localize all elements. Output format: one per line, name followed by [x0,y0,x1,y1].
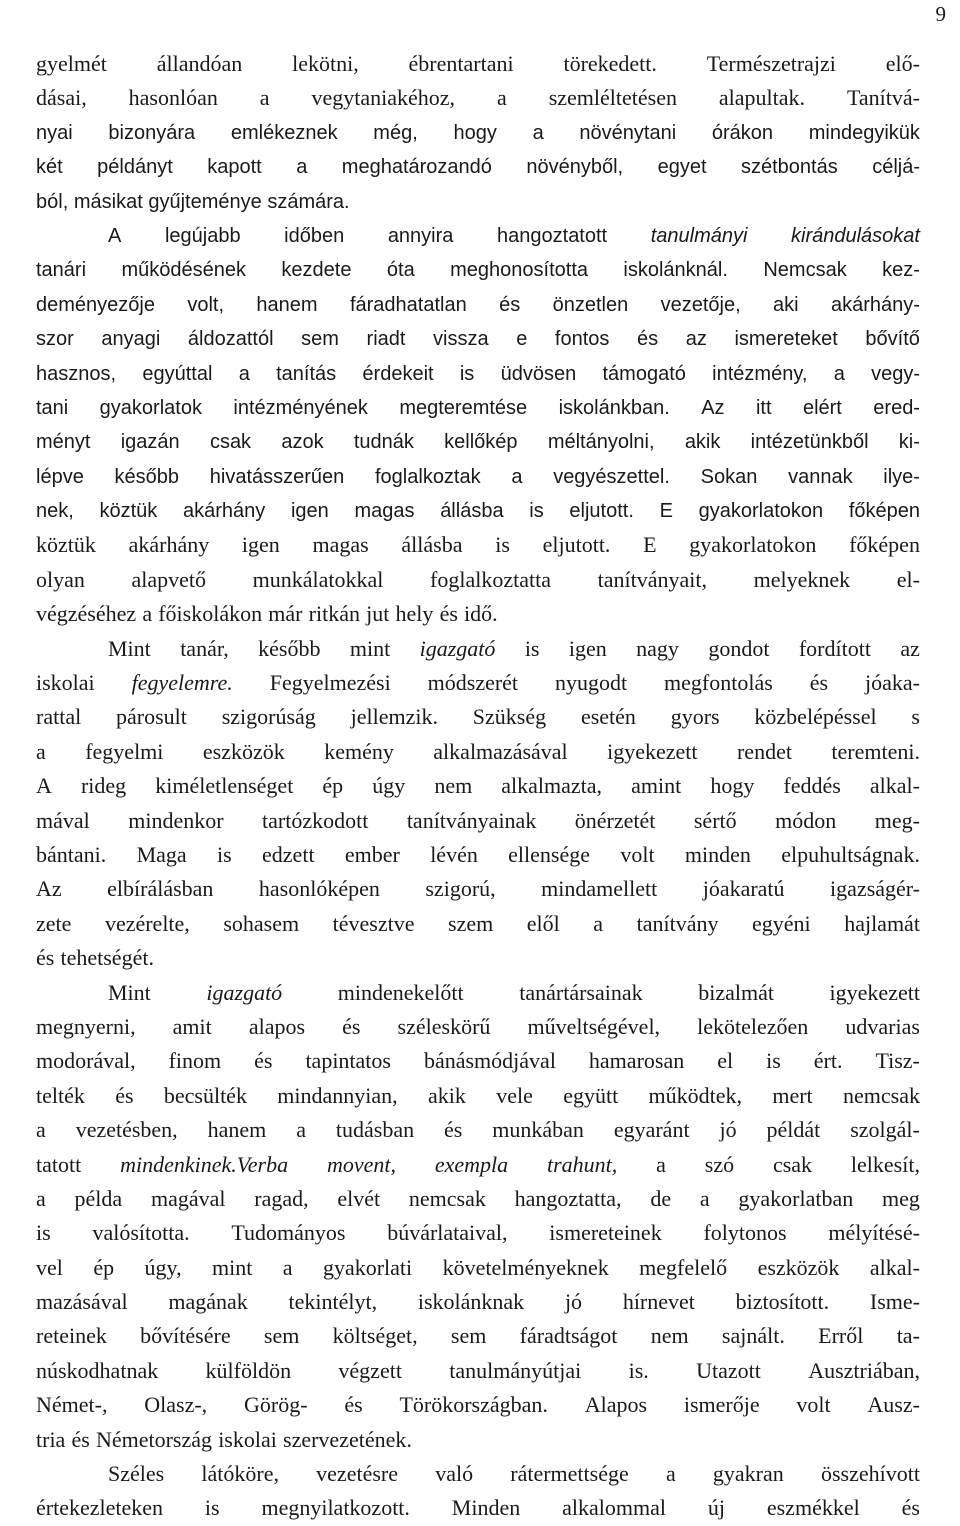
text-line: és tehetségét. [36,945,154,971]
text-line: núskodhatnak külföldön végzett tanulmányútjai is. Utazott Ausztriában, [36,1357,920,1383]
text-line: ményt igazán csak azok tudnák kellőkép méltányolni, akik intézetünkből ki- [36,431,920,454]
text-line: hasznos, egyúttal a tanítás érdekeit is üdvösen támogató intézmény, a vegy- [36,362,920,385]
text-line: nek, köztük akárhány igen magas állásba is eljutott. E gyakorlatokon főképen [36,500,920,523]
text-line: nyai bizonyára emlékeznek még, hogy a növénytani órákon mindegyikük [36,121,920,144]
page-number: 9 [935,2,946,26]
text-line: iskolai fegyelemre. Fegyelmezési módszerét nyugodt megfontolás és jóaka- [36,670,920,696]
text-line: szor anyagi áldozattól sem riadt vissza e fontos és az ismereteket bővítő [36,328,920,351]
text-line: ból, másikat gyűjteménye számára. [36,190,350,213]
text-line: dásai, hasonlóan a vegytaniakéhoz, a szemléltetésen alapultak. Tanítvá- [36,85,920,111]
text-line: megnyerni, amit alapos és széleskörű műveltségével, lekötelezően udvarias [36,1013,920,1039]
text-line: gyelmét állandóan lekötni, ébrentartani törekedett. Természetrajzi elő- [36,51,920,76]
text-line: a fegyelmi eszközök kemény alkalmazásával igyekezett rendet teremteni. [36,738,920,764]
text-line: Az elbírálásban hasonlóképen szigorú, mindamellett jóakaratú igazságér- [36,876,920,902]
text-line: zete vezérelte, sohasem tévesztve szem elől a tanítvány egyéni hajlamát [36,910,920,936]
text-line: mazásával magának tekintélyt, iskolánknak jó hírnevet biztosított. Isme- [36,1289,920,1315]
text-line: értekezleteken is megnyilatkozott. Minden alkalommal új eszmékkel és [36,1495,920,1521]
text-line: a példa magával ragad, elvét nemcsak hangoztatta, de a gyakorlatban meg [36,1185,920,1211]
body-text [36,47,920,1526]
text-line: végzéséhez a főiskolákon már ritkán jut hely és idő. [36,601,498,627]
text-line: Mint igazgató mindenekelőtt tanártársainak bizalmát igyekezett [108,979,920,1005]
text-line: két példányt kapott a meghatározandó növényből, egyet szétbontás céljá- [36,156,920,179]
text-line: a vezetésben, hanem a tudásban és munkában egyaránt jó példát szolgál- [36,1117,920,1143]
text-line: olyan alapvető munkálatokkal foglalkoztatta tanítványait, melyeknek el- [36,566,920,592]
text-line: köztük akárhány igen magas állásba is eljutott. E gyakorlatokon főképen [36,532,920,558]
text-line: bántani. Maga is edzett ember lévén ellensége volt minden elpuhultságnak. [36,841,920,867]
text-line: Német-, Olasz-, Görög- és Törökországban. Alapos ismerője volt Ausz- [36,1392,920,1418]
text-line: telték és becsülték mindannyian, akik vele együtt működtek, mert nemcsak [36,1082,920,1108]
text-line: A legújabb időben annyira hangoztatott tanulmányi kirándulásokat [108,224,920,247]
text-line: mával mindenkor tartózkodott tanítványainak önérzetét sértő módon meg- [36,807,920,833]
text-line: tatott mindenkinek.Verba movent, exempla trahunt, a szó csak lelkesít, [36,1151,920,1177]
text-line: tria és Németország iskolai szervezetének. [36,1426,412,1452]
text-line: rattal párosult szigorúság jellemzik. Szükség esetén gyors közbelépéssel s [36,704,920,730]
text-line: lépve később hivatásszerűen foglalkoztak a vegyészettel. Sokan vannak ilye- [36,465,920,488]
text-line: modorával, finom és tapintatos bánásmódjával hamarosan el is ért. Tisz- [36,1048,920,1074]
text-line: vel ép úgy, mint a gyakorlati követelményeknek megfelelő eszközök alkal- [36,1254,920,1280]
text-line: deményezője volt, hanem fáradhatatlan és önzetlen vezetője, aki akárhány- [36,293,920,316]
text-line: tani gyakorlatok intézményének megteremtése iskolánkban. Az itt elért ered- [36,396,920,419]
text-line: Mint tanár, később mint igazgató is igen nagy gondot fordított az [108,635,920,661]
text-line: reteinek bővítésére sem költséget, sem fáradtságot nem sajnált. Erről ta- [36,1323,920,1349]
text-line: is valósította. Tudományos búvárlataival, ismereteinek folytonos mélyítésé- [36,1220,920,1246]
text-line: tanári működésének kezdete óta meghonosította iskolánknál. Nemcsak kez- [36,259,920,282]
text-line: Széles látóköre, vezetésre való rátermettsége a gyakran összehívott [108,1461,920,1487]
text-line: A rideg kiméletlenséget ép úgy nem alkalmazta, amint hogy feddés alkal- [36,773,920,799]
